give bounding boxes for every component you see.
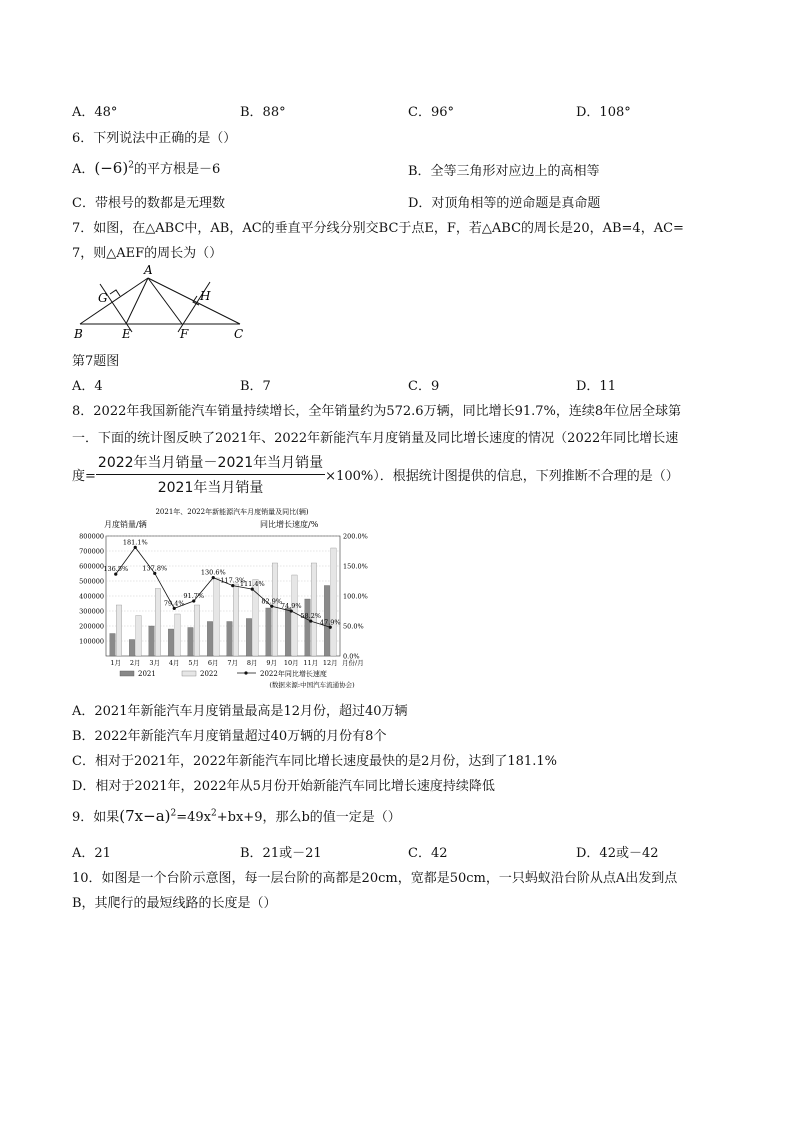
growth-data-label: 91.7% xyxy=(183,591,205,600)
bar-2022-8 xyxy=(253,580,258,657)
q9-option-d: D．42或－42 xyxy=(576,846,659,861)
growth-data-label: 137.8% xyxy=(142,564,168,573)
q8-line1: 8．2022年我国新能汽车销量持续增长，全年销量约为572.6万辆，同比增长91.7%，连续8年位居全球第 xyxy=(72,404,682,419)
bar-2021-6 xyxy=(207,622,212,657)
chart-x-tick-label: 2月 xyxy=(129,659,141,667)
chart-left-tick-label: 100000 xyxy=(79,637,104,646)
bar-2021-4 xyxy=(168,629,173,656)
chart-title: 2021年、2022年新能源汽车月度销量及同比(辆) xyxy=(155,508,309,516)
chart-ylabel-left: 月度销量/辆 xyxy=(104,520,147,529)
q5-option-d: D．108° xyxy=(576,105,631,120)
legend-label-2022: 2022 xyxy=(200,670,218,678)
chart-right-tick-label: 100.0% xyxy=(343,592,368,601)
chart-legend xyxy=(120,669,327,678)
legend-swatch-2022 xyxy=(182,671,196,676)
q6-option-b: B．全等三角形对应边上的高相等 xyxy=(408,164,600,179)
bar-2022-11 xyxy=(311,563,316,656)
q8-line2: 一．下面的统计图反映了2021年、2022年新能汽车月度销量及同比增长速度的情况（2022年同比增长速 xyxy=(72,431,679,446)
q6-stem: 6．下列说法中正确的是（） xyxy=(72,131,237,146)
chart-left-tick-label: 800000 xyxy=(79,532,104,541)
q7-line2: 7，则△AEF的周长为（） xyxy=(72,246,223,261)
q9-suffix: ，那么b的值一定是（） xyxy=(262,810,401,825)
chart-right-tick-label: 150.0% xyxy=(343,562,368,571)
q10-line2: B，其爬行的最短线路的长度是（） xyxy=(72,896,277,911)
q6-option-c: C．带根号的数都是无理数 xyxy=(72,196,225,211)
q6-option-a xyxy=(72,158,220,177)
q9-sup: 2 xyxy=(170,808,177,819)
bar-2022-7 xyxy=(233,584,238,656)
fraction-denominator: 2021年当月销量 xyxy=(157,480,264,496)
bar-2021-11 xyxy=(305,599,310,656)
bar-2022-4 xyxy=(175,614,180,656)
bar-2021-7 xyxy=(227,622,232,657)
bar-2022-12 xyxy=(331,548,336,656)
q8-option-d: D．相对于2021年，2022年从5月份开始新能汽车同比增长速度持续降低 xyxy=(72,779,495,794)
q9-option-c: C．42 xyxy=(408,846,448,861)
q6-option-d: D．对顶角相等的逆命题是真命题 xyxy=(408,196,601,211)
q8-option-c: C．相对于2021年，2022年新能汽车同比增长速度最快的是2月份，达到了181.1% xyxy=(72,754,557,769)
growth-data-label: 47.9% xyxy=(319,618,341,627)
legend-swatch-2021 xyxy=(120,671,134,676)
growth-data-label: 74.9% xyxy=(280,602,302,611)
growth-data-label: 117.3% xyxy=(220,576,246,585)
chart-left-tick-label: 400000 xyxy=(79,592,104,601)
bar-2022-10 xyxy=(292,575,297,656)
chart-x-axis-suffix: 月份/月 xyxy=(342,659,364,667)
q7-option-d: D．11 xyxy=(576,379,616,394)
label-f: F xyxy=(180,327,189,341)
chart-left-tick-label: 600000 xyxy=(79,562,104,571)
label-a: A xyxy=(144,263,153,277)
q6-option-a-sup: 2 xyxy=(128,160,134,171)
chart-source: (数据来源:中国汽车流通协会) xyxy=(269,681,355,689)
chart-x-tick-label: 10月 xyxy=(283,659,299,667)
growth-data-label: 136.5% xyxy=(103,565,129,574)
bar-2021-9 xyxy=(266,608,271,656)
label-h: H xyxy=(200,289,211,303)
q10-line1: 10．如图是一个台阶示意图，每一层台阶的高都是20cm，宽都是50cm，一只蚂蚁沿台阶从点A出发到点 xyxy=(72,871,678,886)
bar-2022-5 xyxy=(194,605,199,656)
q7-option-b: B．7 xyxy=(240,379,271,394)
growth-data-label: 79.4% xyxy=(163,599,185,608)
chart-x-tick-label: 7月 xyxy=(227,659,239,667)
q7-option-c: C．9 xyxy=(408,379,440,394)
q9-option-b: B．21或－21 xyxy=(240,846,322,861)
bar-2021-10 xyxy=(285,608,290,656)
bar-2022-2 xyxy=(136,616,141,657)
q8-formula-prefix: 度= xyxy=(72,469,96,484)
q9-expr-mid: =49x xyxy=(176,810,212,825)
chart-ylabel-right: 同比增长速度/% xyxy=(260,520,319,529)
q9-stem xyxy=(72,806,401,825)
chart-right-tick-label: 200.0% xyxy=(343,532,368,541)
chart-right-tick-label: 0.0% xyxy=(343,652,360,661)
q5-option-c: C．96° xyxy=(408,105,454,120)
bar-2022-9 xyxy=(272,563,277,656)
legend-label-2021: 2021 xyxy=(138,670,156,678)
label-b: B xyxy=(74,327,83,341)
chart-x-tick-label: 8月 xyxy=(246,659,258,667)
bar-2021-3 xyxy=(149,626,154,656)
right-angle-g xyxy=(110,290,120,296)
q8-sales-chart xyxy=(72,506,392,692)
q7-line1: 7．如图，在△ABC中，AB，AC的垂直平分线分别交BC于点E，F，若△ABC的周长是20，AB=4，AC= xyxy=(72,221,684,236)
growth-data-label: 58.2% xyxy=(300,612,322,621)
q7-caption: 第7题图 xyxy=(72,354,120,369)
chart-x-tick-label: 11月 xyxy=(303,659,319,667)
q6-option-a-prefix: A． xyxy=(72,162,95,177)
bar-2022-1 xyxy=(116,605,121,656)
chart-x-tick-label: 9月 xyxy=(266,659,278,667)
q9-option-a: A．21 xyxy=(72,846,111,861)
q8-option-a: A．2021年新能汽车月度销量最高是12月份，超过40万辆 xyxy=(72,704,408,719)
chart-left-tick-label: 200000 xyxy=(79,622,104,631)
q7-triangle-figure xyxy=(72,262,252,342)
label-g: G xyxy=(98,291,108,305)
chart-right-tick-label: 50.0% xyxy=(343,622,364,631)
q9-sup2: 2 xyxy=(211,808,217,819)
growth-data-label: 82.9% xyxy=(261,597,283,606)
label-c: C xyxy=(234,327,244,341)
q9-expr-right: +bx+9 xyxy=(216,810,263,825)
bar-2022-3 xyxy=(155,589,160,657)
growth-data-label: 111.4% xyxy=(239,580,265,589)
chart-x-tick-label: 6月 xyxy=(207,659,219,667)
chart-x-tick-label: 4月 xyxy=(168,659,180,667)
q9-expr-left: (7x−a) xyxy=(119,807,171,825)
fraction-numerator: 2022年当月销量－2021年当月销量 xyxy=(96,452,325,475)
q6-option-a-expr: (−6) xyxy=(94,159,129,177)
label-e: E xyxy=(122,327,131,341)
growth-data-label: 130.6% xyxy=(200,568,226,577)
segment-af xyxy=(148,278,182,324)
q8-formula-line xyxy=(72,452,679,497)
q8-formula-suffix: ×100%）．根据统计图提供的信息，下列推断不合理的是（） xyxy=(325,469,679,484)
q9-prefix: 9．如果 xyxy=(72,810,120,825)
q8-option-b: B．2022年新能汽车月度销量超过40万辆的月份有8个 xyxy=(72,729,387,744)
growth-line xyxy=(116,547,331,627)
bar-2021-2 xyxy=(129,640,134,657)
bar-2021-5 xyxy=(188,628,193,657)
bar-2021-1 xyxy=(110,634,115,657)
legend-marker-growth xyxy=(244,671,247,674)
chart-x-tick-label: 3月 xyxy=(149,659,161,667)
q5-option-a: A．48° xyxy=(72,105,118,120)
chart-x-tick-label: 5月 xyxy=(188,659,200,667)
chart-left-tick-label: 700000 xyxy=(79,547,104,556)
legend-label-growth: 2022年同比增长速度 xyxy=(260,670,327,678)
q7-option-a: A．4 xyxy=(72,379,103,394)
growth-data-label: 181.1% xyxy=(122,538,148,547)
q6-option-a-suffix: 的平方根是－6 xyxy=(133,162,221,177)
chart-x-tick-label: 12月 xyxy=(322,659,338,667)
growth-rate-fraction xyxy=(96,452,325,497)
segment-ab xyxy=(80,278,148,324)
q5-option-b: B．88° xyxy=(240,105,286,120)
chart-x-tick-label: 1月 xyxy=(110,659,122,667)
bar-2021-8 xyxy=(246,619,251,657)
chart-left-tick-label: 500000 xyxy=(79,577,104,586)
chart-left-tick-label: 300000 xyxy=(79,607,104,616)
bar-2022-6 xyxy=(214,578,219,656)
